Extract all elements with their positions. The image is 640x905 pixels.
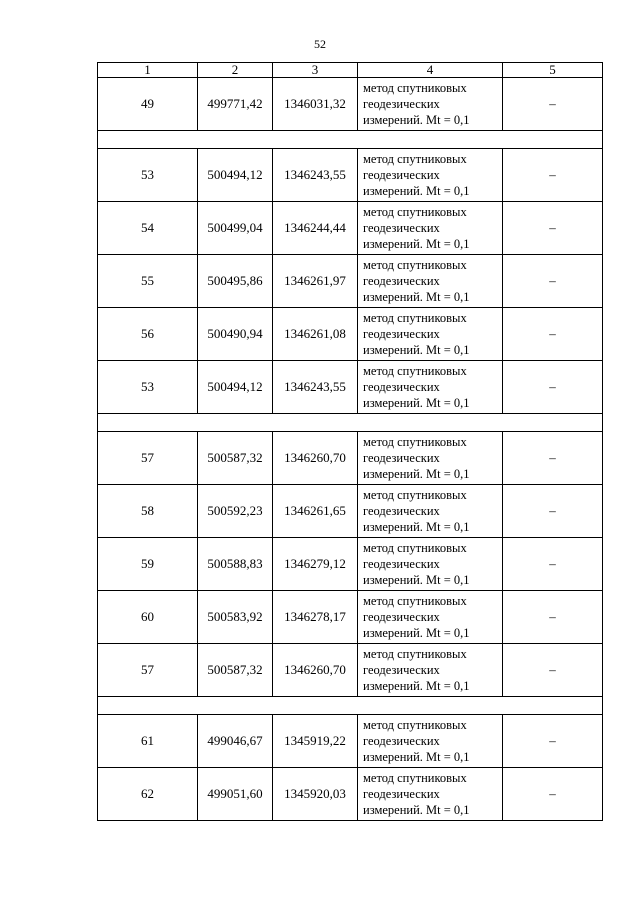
method-line: метод спутниковых [363, 152, 467, 166]
table-row [98, 768, 603, 821]
method-line: измерений. Mt = 0,1 [363, 803, 470, 817]
method-cell [358, 768, 503, 821]
y-coordinate-cell: 1346260,70 [273, 644, 358, 697]
method-line: измерений. Mt = 0,1 [363, 750, 470, 764]
table-row [98, 78, 603, 131]
method-line: геодезических [363, 504, 440, 518]
method-line: метод спутниковых [363, 435, 467, 449]
x-coordinate-cell: 500592,23 [198, 485, 273, 538]
y-coordinate-cell: 1346261,65 [273, 485, 358, 538]
separator-cell [98, 414, 603, 432]
method-line: геодезических [363, 380, 440, 394]
method-cell [358, 715, 503, 768]
method-cell [358, 485, 503, 538]
method-line: измерений. Mt = 0,1 [363, 467, 470, 481]
dash-cell: – [503, 591, 603, 644]
method-cell [358, 432, 503, 485]
method-cell [358, 308, 503, 361]
coordinates-table [97, 62, 603, 821]
method-line: метод спутниковых [363, 647, 467, 661]
table-row [98, 149, 603, 202]
dash-cell: – [503, 768, 603, 821]
method-line: геодезических [363, 557, 440, 571]
method-line: геодезических [363, 327, 440, 341]
method-line: геодезических [363, 610, 440, 624]
point-number-cell: 53 [98, 149, 198, 202]
y-coordinate-cell: 1345920,03 [273, 768, 358, 821]
dash-cell: – [503, 78, 603, 131]
point-number-cell: 59 [98, 538, 198, 591]
method-line: метод спутниковых [363, 541, 467, 555]
table-row [98, 591, 603, 644]
separator-cell [98, 697, 603, 715]
x-coordinate-cell: 500587,32 [198, 432, 273, 485]
table-row [98, 485, 603, 538]
method-line: геодезических [363, 787, 440, 801]
method-cell [358, 361, 503, 414]
point-number-cell: 57 [98, 644, 198, 697]
method-cell [358, 644, 503, 697]
y-coordinate-cell: 1346279,12 [273, 538, 358, 591]
method-line: измерений. Mt = 0,1 [363, 290, 470, 304]
dash-cell: – [503, 308, 603, 361]
method-line: метод спутниковых [363, 311, 467, 325]
point-number-cell: 54 [98, 202, 198, 255]
x-coordinate-cell: 499771,42 [198, 78, 273, 131]
table-row [98, 432, 603, 485]
method-line: геодезических [363, 451, 440, 465]
table-row [98, 202, 603, 255]
dash-cell: – [503, 361, 603, 414]
column-header: 1 [98, 63, 198, 78]
point-number-cell: 62 [98, 768, 198, 821]
point-number-cell: 61 [98, 715, 198, 768]
point-number-cell: 49 [98, 78, 198, 131]
group-separator-row [98, 131, 603, 149]
point-number-cell: 60 [98, 591, 198, 644]
x-coordinate-cell: 500588,83 [198, 538, 273, 591]
method-line: измерений. Mt = 0,1 [363, 679, 470, 693]
table-row [98, 255, 603, 308]
y-coordinate-cell: 1346243,55 [273, 149, 358, 202]
group-separator-row [98, 414, 603, 432]
method-line: измерений. Mt = 0,1 [363, 237, 470, 251]
y-coordinate-cell: 1346261,08 [273, 308, 358, 361]
method-cell [358, 255, 503, 308]
x-coordinate-cell: 500499,04 [198, 202, 273, 255]
method-cell [358, 78, 503, 131]
column-header: 5 [503, 63, 603, 78]
y-coordinate-cell: 1345919,22 [273, 715, 358, 768]
dash-cell: – [503, 485, 603, 538]
point-number-cell: 58 [98, 485, 198, 538]
method-line: измерений. Mt = 0,1 [363, 626, 470, 640]
table-row [98, 715, 603, 768]
x-coordinate-cell: 500495,86 [198, 255, 273, 308]
point-number-cell: 56 [98, 308, 198, 361]
table-row [98, 538, 603, 591]
method-cell [358, 591, 503, 644]
method-line: измерений. Mt = 0,1 [363, 396, 470, 410]
point-number-cell: 55 [98, 255, 198, 308]
method-line: метод спутниковых [363, 594, 467, 608]
point-number-cell: 57 [98, 432, 198, 485]
method-cell [358, 538, 503, 591]
x-coordinate-cell: 500587,32 [198, 644, 273, 697]
method-line: метод спутниковых [363, 364, 467, 378]
method-line: метод спутниковых [363, 258, 467, 272]
x-coordinate-cell: 499046,67 [198, 715, 273, 768]
y-coordinate-cell: 1346244,44 [273, 202, 358, 255]
table-header-row [98, 63, 603, 78]
method-line: измерений. Mt = 0,1 [363, 184, 470, 198]
column-header: 4 [358, 63, 503, 78]
x-coordinate-cell: 500494,12 [198, 149, 273, 202]
method-line: измерений. Mt = 0,1 [363, 343, 470, 357]
dash-cell: – [503, 432, 603, 485]
method-cell [358, 202, 503, 255]
method-line: геодезических [363, 168, 440, 182]
x-coordinate-cell: 499051,60 [198, 768, 273, 821]
method-line: геодезических [363, 221, 440, 235]
dash-cell: – [503, 644, 603, 697]
y-coordinate-cell: 1346260,70 [273, 432, 358, 485]
x-coordinate-cell: 500490,94 [198, 308, 273, 361]
method-line: геодезических [363, 663, 440, 677]
y-coordinate-cell: 1346261,97 [273, 255, 358, 308]
column-header: 3 [273, 63, 358, 78]
x-coordinate-cell: 500494,12 [198, 361, 273, 414]
y-coordinate-cell: 1346243,55 [273, 361, 358, 414]
separator-cell [98, 131, 603, 149]
y-coordinate-cell: 1346278,17 [273, 591, 358, 644]
dash-cell: – [503, 715, 603, 768]
page-number: 52 [314, 37, 326, 51]
method-cell [358, 149, 503, 202]
method-line: геодезических [363, 734, 440, 748]
method-line: измерений. Mt = 0,1 [363, 573, 470, 587]
method-line: метод спутниковых [363, 488, 467, 502]
table-row [98, 308, 603, 361]
dash-cell: – [503, 538, 603, 591]
column-header: 2 [198, 63, 273, 78]
method-line: метод спутниковых [363, 771, 467, 785]
y-coordinate-cell: 1346031,32 [273, 78, 358, 131]
group-separator-row [98, 697, 603, 715]
dash-cell: – [503, 255, 603, 308]
method-line: метод спутниковых [363, 81, 467, 95]
dash-cell: – [503, 149, 603, 202]
table-row [98, 361, 603, 414]
method-line: метод спутниковых [363, 718, 467, 732]
method-line: метод спутниковых [363, 205, 467, 219]
method-line: измерений. Mt = 0,1 [363, 113, 470, 127]
dash-cell: – [503, 202, 603, 255]
method-line: геодезических [363, 274, 440, 288]
method-line: геодезических [363, 97, 440, 111]
method-line: измерений. Mt = 0,1 [363, 520, 470, 534]
table-row [98, 644, 603, 697]
x-coordinate-cell: 500583,92 [198, 591, 273, 644]
point-number-cell: 53 [98, 361, 198, 414]
